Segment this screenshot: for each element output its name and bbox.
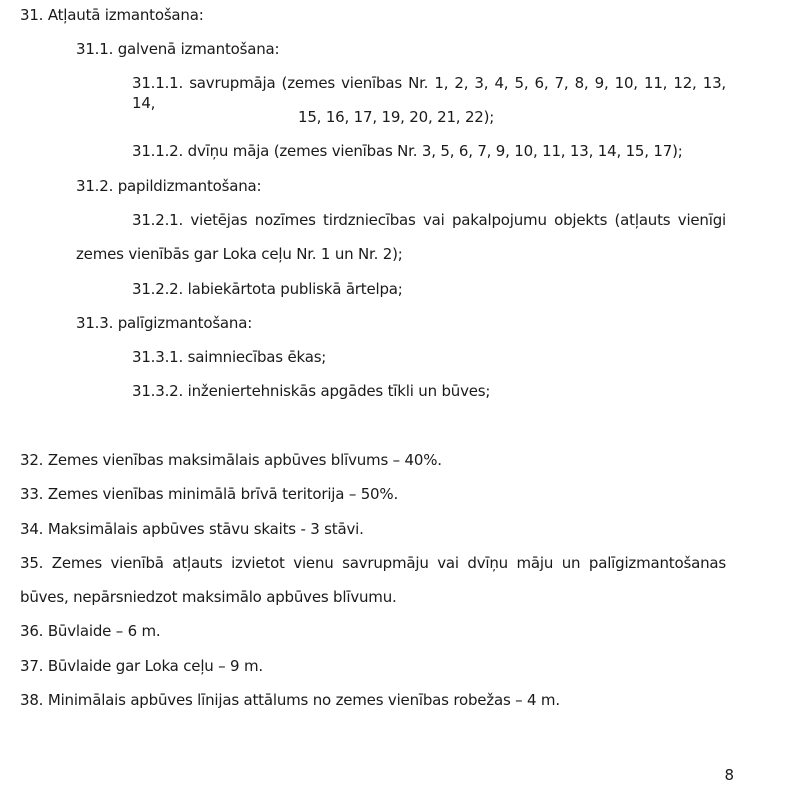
clause-31-heading: 31. Atļautā izmantošana: xyxy=(20,6,204,24)
clause-31-3-1: 31.3.1. saimniecības ēkas; xyxy=(132,348,327,366)
clause-31-1-heading: 31.1. galvenā izmantošana: xyxy=(76,40,280,58)
clause-36: 36. Būvlaide – 6 m. xyxy=(20,622,161,640)
clause-31-2-1-line-2: zemes vienībās gar Loka ceļu Nr. 1 un Nr. 2); xyxy=(76,245,403,263)
clause-32: 32. Zemes vienības maksimālais apbūves blīvums – 40%. xyxy=(20,451,442,469)
clause-33: 33. Zemes vienības minimālā brīvā teritorija – 50%. xyxy=(20,485,399,503)
clause-35-line-1: 35. Zemes vienībā atļauts izvietot vienu savrupmāju vai dvīņu māju un palīgizmantošanas xyxy=(20,554,726,572)
clause-38: 38. Minimālais apbūves līnijas attālums no zemes vienības robežas – 4 m. xyxy=(20,691,560,709)
clause-31-2-heading: 31.2. papildizmantošana: xyxy=(76,177,262,195)
clause-37: 37. Būvlaide gar Loka ceļu – 9 m. xyxy=(20,657,263,675)
clause-31-1-2: 31.1.2. dvīņu māja (zemes vienības Nr. 3, 5, 6, 7, 9, 10, 11, 13, 14, 15, 17); xyxy=(132,142,683,160)
clause-31-2-2: 31.2.2. labiekārtota publiskā ārtelpa; xyxy=(132,280,403,298)
clause-31-2-1-line-1: 31.2.1. vietējas nozīmes tirdzniecības vai pakalpojumu objekts (atļauts vienīgi xyxy=(132,211,726,229)
clause-35-line-2: būves, nepārsniedzot maksimālo apbūves blīvumu. xyxy=(20,588,397,606)
clause-31-3-heading: 31.3. palīgizmantošana: xyxy=(76,314,253,332)
page-number: 8 xyxy=(724,766,734,784)
clause-34: 34. Maksimālais apbūves stāvu skaits - 3 stāvi. xyxy=(20,520,364,538)
clause-31-3-2: 31.3.2. inženiertehniskās apgādes tīkli un būves; xyxy=(132,382,491,400)
clause-31-1-1-line-2: 15, 16, 17, 19, 20, 21, 22); xyxy=(298,108,495,126)
clause-31-1-1-line-1: 31.1.1. savrupmāja (zemes vienības Nr. 1, 2, 3, 4, 5, 6, 7, 8, 9, 10, 11, 12, 13, 14, xyxy=(132,74,726,112)
